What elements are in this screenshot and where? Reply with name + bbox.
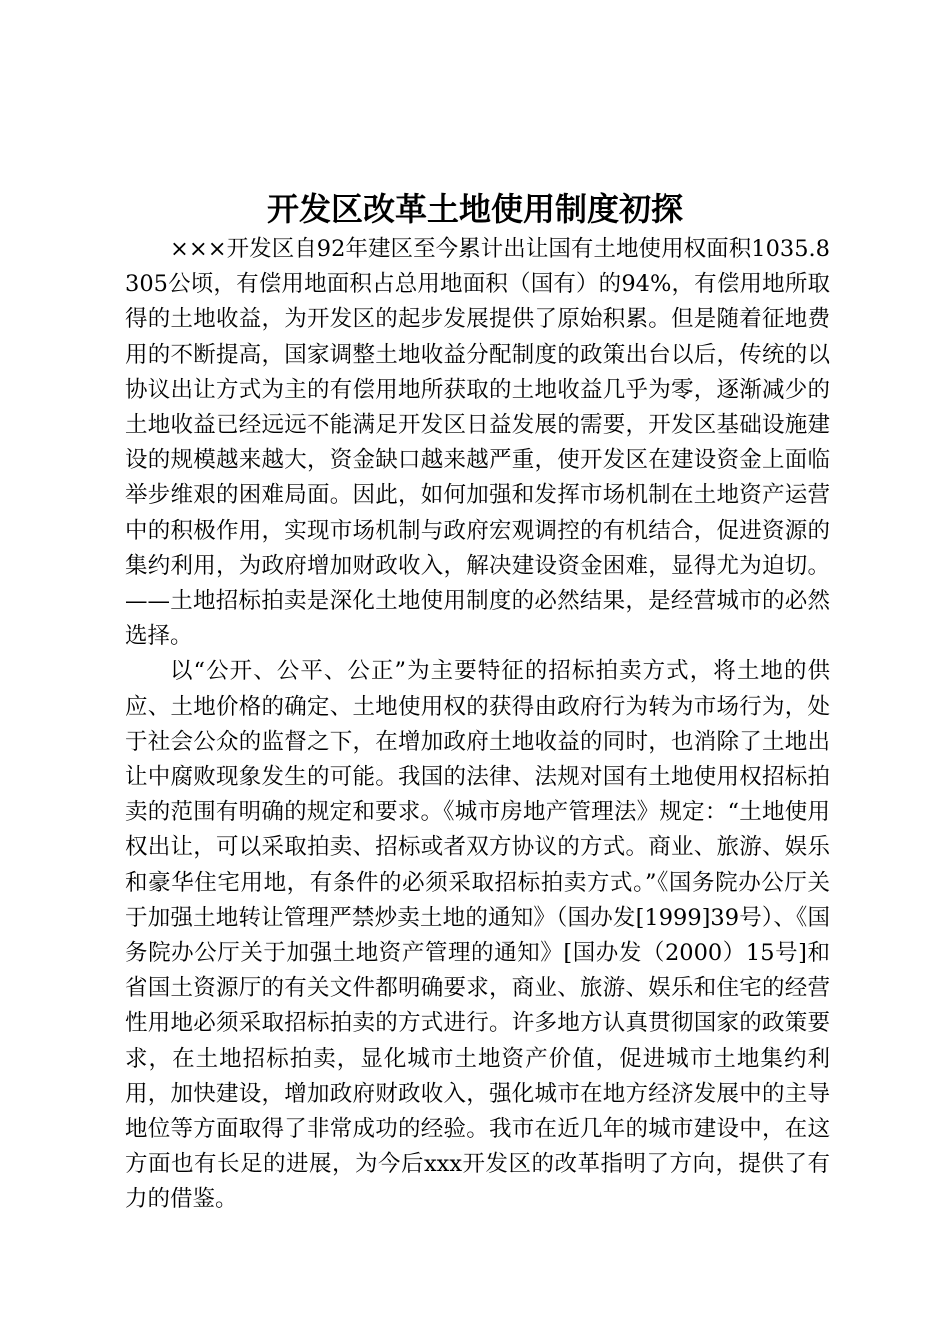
paragraph-1: ×××开发区自92年建区至今累计出让国有土地使用权面积1035.8305公顷，有偿用地面积占总用地面积（国有）的94%，有偿用地所取得的土地收益，为开发区的起步发展提供了原始积累。但是随着征地费用的不断提高，国家调整土地收益分配制度的政策出台以后，传统的以协议出让方式为主的有偿用地所获取的土地收益几乎为零，逐渐减少的土地收益已经远远不能满足开发区日益发展的需要，开发区基础设施建设的规模越来越大，资金缺口越来越严重，使开发区在建设资金上面临举步维艰的困难局面。因此，如何加强和发挥市场机制在土地资产运营中的积极作用，实现市场机制与政府宏观调控的有机结合，促进资源的集约利用，为政府增加财政收入，解决建设资金困难，显得尤为迫切。——土地招标拍卖是深化土地使用制度的必然结果，是经营城市的必然选择。 bbox=[125, 236, 830, 650]
paragraph-2: 以“公开、公平、公正”为主要特征的招标拍卖方式，将土地的供应、土地价格的确定、土地使用权的获得由政府行为转为市场行为，处于社会公众的监督之下，在增加政府土地收益的同时，也消除了土地出让中腐败现象发生的可能。我国的法律、法规对国有土地使用权招标拍卖的范围有明确的规定和要求。《城市房地产管理法》规定：“土地使用权出让，可以采取拍卖、招标或者双方协议的方式。商业、旅游、娱乐和豪华住宅用地，有条件的必须采取招标拍卖方式。”《国务院办公厅关于加强土地转让管理严禁炒卖土地的通知》（国办发[1999]39号）、《国务院办公厅关于加强土地资产管理的通知》[国办发（2000）15号]和省国土资源厅的有关文件都明确要求，商业、旅游、娱乐和住宅的经营性用地必须采取招标拍卖的方式进行。许多地方认真贯彻国家的政策要求，在土地招标拍卖，显化城市土地资产价值，促进城市土地集约利用，加快建设，增加政府财政收入，强化城市在地方经济发展中的主导地位等方面取得了非常成功的经验。我市在近几年的城市建设中，在这方面也有长足的进展，为今后xxx开发区的改革指明了方向，提供了有力的借鉴。 bbox=[125, 658, 830, 1213]
document-title: 开发区改革土地使用制度初探 bbox=[266, 190, 683, 228]
document-body bbox=[125, 232, 830, 1218]
